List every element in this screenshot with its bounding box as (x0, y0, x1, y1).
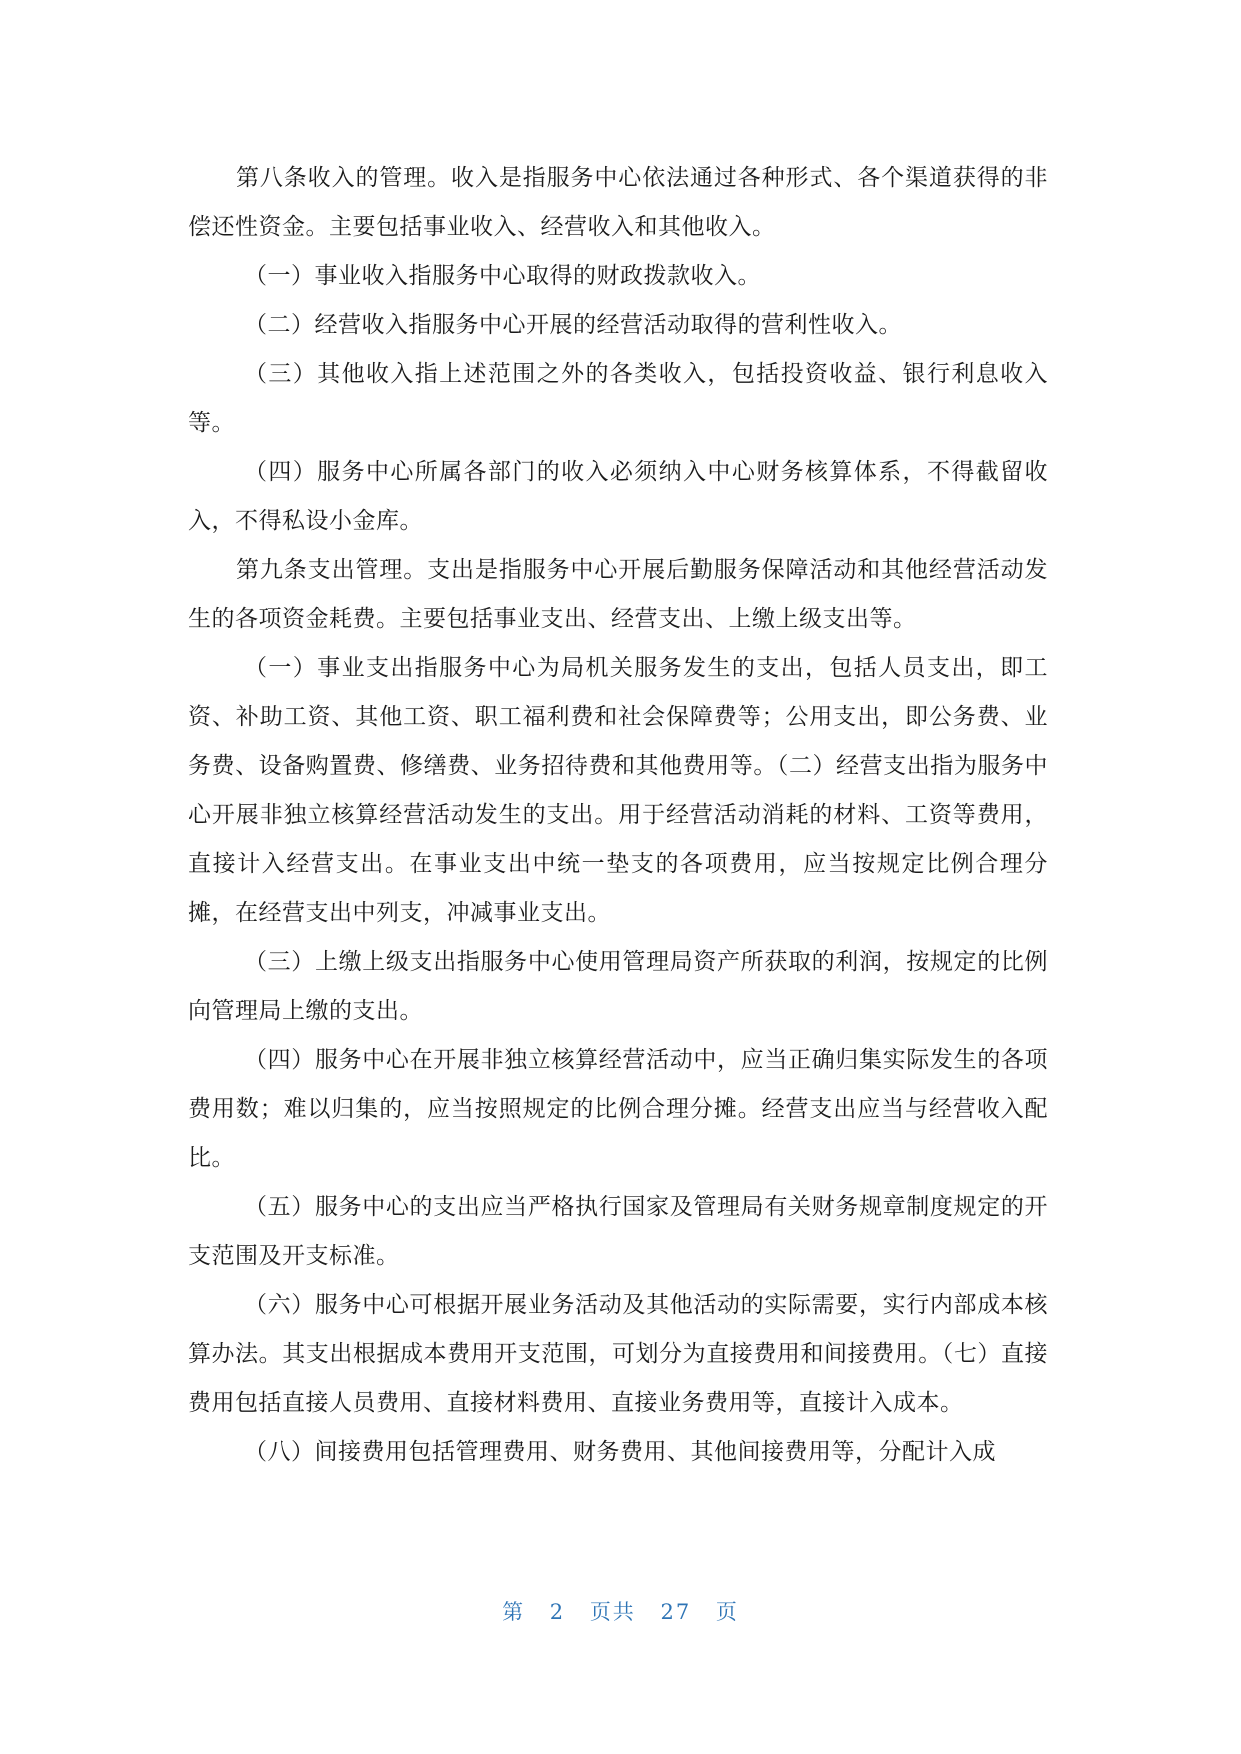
paragraph-expense-3: （三）上缴上级支出指服务中心使用管理局资产所获取的利润，按规定的比例向管理局上缴的支出。 (188, 949, 1048, 1024)
paragraph-article-8: 第八条收入的管理。收入是指服务中心依法通过各种形式、各个渠道获得的非偿还性资金。主要包括事业收入、经营收入和其他收入。 (188, 165, 1048, 240)
footer-prefix: 第 (502, 1600, 526, 1624)
footer-middle: 页共 (589, 1600, 636, 1624)
page-footer (0, 1596, 1241, 1626)
paragraph-expense-6-7: （六）服务中心可根据开展业务活动及其他活动的实际需要，实行内部成本核算办法。其支出根据成本费用开支范围，可划分为直接费用和间接费用。（七）直接费用包括直接人员费用、直接材料费用、直接业务费用等，直接计入成本。 (188, 1292, 1048, 1416)
footer-total-pages: 27 (660, 1600, 692, 1624)
paragraph-expense-4: （四）服务中心在开展非独立核算经营活动中，应当正确归集实际发生的各项费用数；难以归集的，应当按照规定的比例合理分摊。经营支出应当与经营收入配比。 (188, 1047, 1048, 1171)
paragraph-income-3: （三）其他收入指上述范围之外的各类收入，包括投资收益、银行利息收入等。 (188, 361, 1048, 436)
paragraph-article-9: 第九条支出管理。支出是指服务中心开展后勤服务保障活动和其他经营活动发生的各项资金耗费。主要包括事业支出、经营支出、上缴上级支出等。 (188, 557, 1048, 632)
paragraph-income-4: （四）服务中心所属各部门的收入必须纳入中心财务核算体系，不得截留收入，不得私设小金库。 (188, 459, 1048, 534)
footer-suffix: 页 (715, 1600, 739, 1624)
paragraph-expense-5: （五）服务中心的支出应当严格执行国家及管理局有关财务规章制度规定的开支范围及开支标准。 (188, 1194, 1048, 1269)
paragraph-income-1: （一）事业收入指服务中心取得的财政拨款收入。 (244, 263, 761, 289)
footer-page-number: 2 (549, 1600, 566, 1624)
paragraph-expense-1-2: （一）事业支出指服务中心为局机关服务发生的支出，包括人员支出，即工资、补助工资、其他工资、职工福利费和社会保障费等；公用支出，即公务费、业务费、设备购置费、修缮费、业务招待费和其他费用等。（二）经营支出指为服务中心开展非独立核算经营活动发生的支出。用于经营活动消耗的材料、工资等费用，直接计入经营支出。在事业支出中统一垫支的各项费用，应当按规定比例合理分摊，在经营支出中列支，冲减事业支出。 (188, 655, 1048, 926)
paragraph-expense-8: （八）间接费用包括管理费用、财务费用、其他间接费用等，分配计入成 (244, 1439, 996, 1465)
paragraph-income-2: （二）经营收入指服务中心开展的经营活动取得的营利性收入。 (244, 312, 902, 338)
document-body (188, 154, 1048, 1477)
